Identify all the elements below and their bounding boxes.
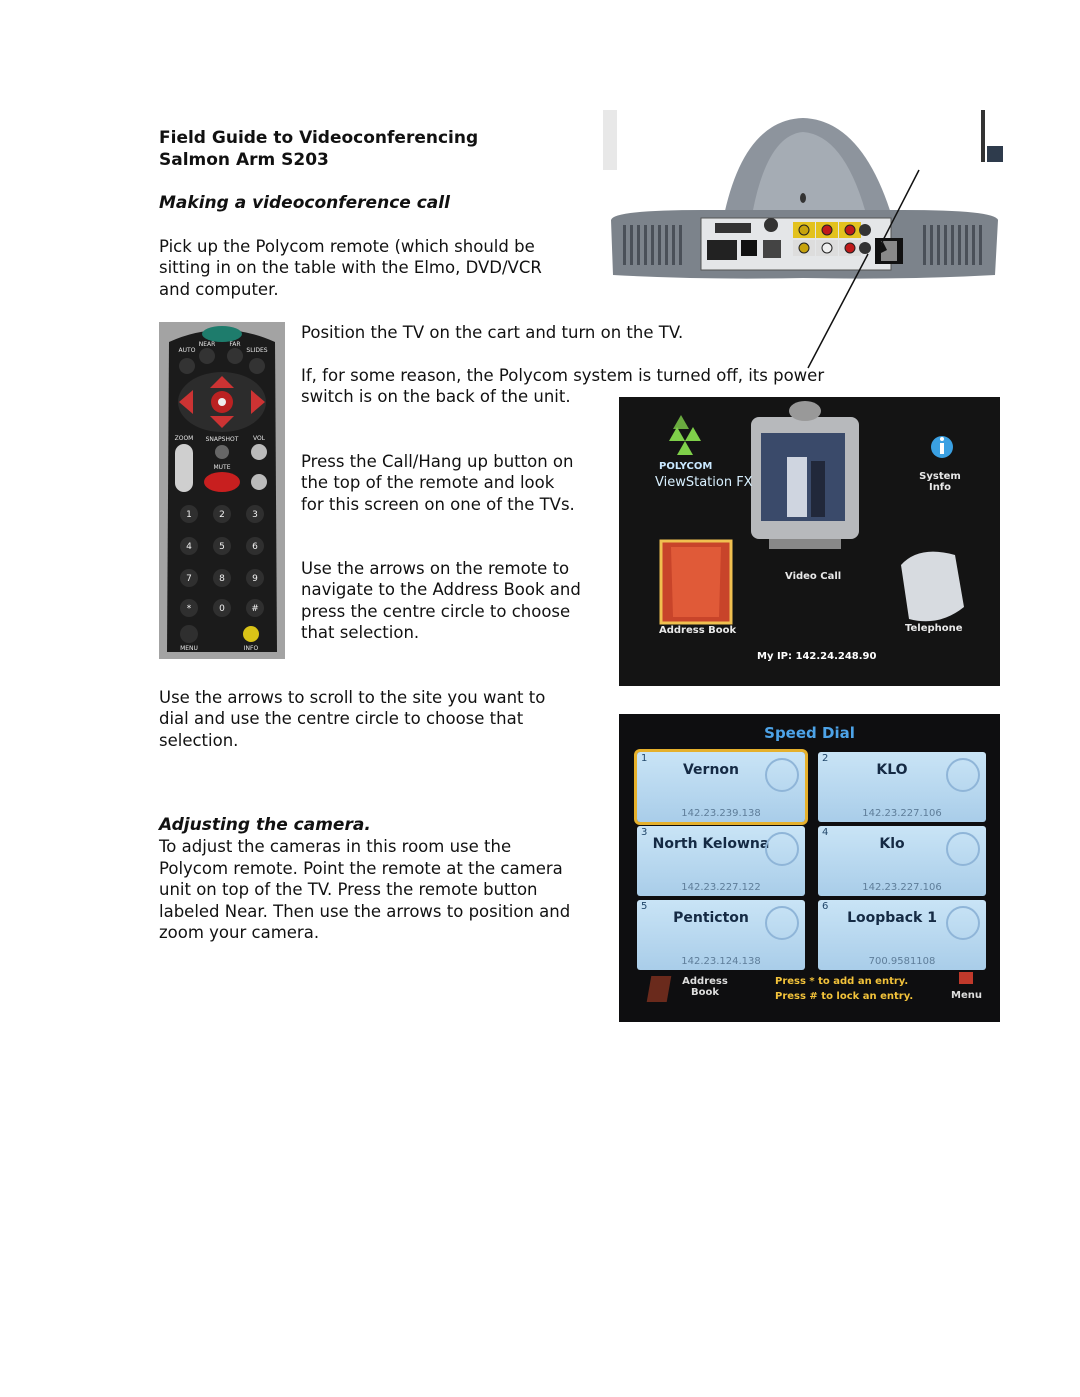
globe-icon [765, 758, 799, 792]
menu-back-icon [959, 972, 973, 984]
remote-label: MENU [180, 645, 198, 652]
speed-dial-entry[interactable] [637, 752, 805, 822]
entry-ip: 142.23.227.106 [862, 882, 942, 893]
para-scroll-line: selection. [159, 731, 239, 750]
para-scroll-line: dial and use the centre circle to choose that [159, 709, 524, 728]
globe-icon [765, 832, 799, 866]
entry-name: Loopback 1 [847, 910, 937, 926]
entry-number: 5 [641, 901, 648, 912]
globe-icon [946, 758, 980, 792]
page-subtitle: Salmon Arm S203 [159, 150, 329, 170]
speed-dial-title: Speed Dial [764, 724, 855, 742]
section-heading-camera: Adjusting the camera. [159, 815, 371, 835]
remote-key: 5 [219, 542, 225, 552]
address-book-button[interactable]: Address Book [682, 976, 728, 998]
para-camera-line: To adjust the cameras in this room use the [159, 837, 512, 856]
para-call-line: Press the Call/Hang up button on [301, 452, 574, 471]
remote-key: 6 [252, 542, 258, 552]
section-heading-making-call: Making a videoconference call [159, 193, 450, 213]
globe-icon [946, 906, 980, 940]
remote-key: 9 [252, 574, 258, 584]
para-call-line: the top of the remote and look [301, 473, 555, 492]
remote-label: FAR [229, 341, 241, 348]
remote-label: AUTO [178, 347, 196, 354]
entry-name: Klo [879, 836, 905, 852]
para-pickup-line: and computer. [159, 280, 279, 299]
entry-number: 3 [641, 827, 648, 838]
pointer-arrow [800, 250, 880, 380]
entry-ip: 142.23.124.138 [681, 956, 761, 967]
telephone-label[interactable]: Telephone [905, 623, 963, 634]
speed-dial-entry[interactable] [818, 826, 986, 896]
para-position-tv: Position the TV on the cart and turn on the TV. [301, 323, 684, 342]
para-arrows-line: press the centre circle to choose [301, 602, 571, 621]
remote-label: SNAPSHOT [205, 436, 239, 443]
remote-key: 0 [219, 604, 225, 614]
viewstation-logo-text: ViewStation FX [655, 475, 753, 490]
my-ip-label: My IP: 142.24.248.90 [757, 651, 877, 662]
remote-key: * [186, 604, 192, 614]
speed-dial-entry[interactable] [818, 900, 986, 970]
remote-label: INFO [243, 645, 259, 652]
entry-number: 6 [822, 901, 829, 912]
entry-ip: 142.23.239.138 [681, 808, 761, 819]
remote-key: 8 [219, 574, 225, 584]
para-camera-line: Polycom remote. Point the remote at the camera [159, 859, 563, 878]
entry-name: KLO [876, 762, 908, 778]
video-call-label[interactable]: Video Call [785, 571, 842, 582]
para-power-line: If, for some reason, the Polycom system is turned off, its power [301, 366, 825, 385]
remote-label: MUTE [213, 464, 231, 471]
globe-icon [765, 906, 799, 940]
speed-dial-screen [619, 714, 1000, 1022]
entry-ip: 142.23.227.122 [681, 882, 761, 893]
speed-dial-entry[interactable] [637, 900, 805, 970]
para-scroll-line: Use the arrows to scroll to the site you want to [159, 688, 546, 707]
hint-add-entry: Press * to add an entry. [775, 976, 909, 987]
para-pickup-line: sitting in on the table with the Elmo, DVD/VCR [159, 258, 542, 277]
entry-number: 1 [641, 753, 648, 764]
para-arrows-line: Use the arrows on the remote to [301, 559, 570, 578]
remote-key: 7 [186, 574, 192, 584]
globe-icon [946, 832, 980, 866]
entry-number: 4 [822, 827, 829, 838]
entry-number: 2 [822, 753, 829, 764]
para-arrows-line: that selection. [301, 623, 420, 642]
remote-key: # [251, 604, 259, 614]
speed-dial-entry[interactable] [818, 752, 986, 822]
entry-name: Vernon [682, 762, 740, 778]
para-arrows-line: navigate to the Address Book and [301, 580, 581, 599]
para-pickup-line: Pick up the Polycom remote (which should be [159, 237, 535, 256]
entry-ip: 700.9581108 [868, 956, 936, 967]
remote-label: NEAR [198, 341, 216, 348]
remote-label: ZOOM [174, 435, 194, 442]
entry-name: North Kelowna [652, 836, 770, 852]
remote-key: 3 [252, 510, 258, 520]
hint-lock-entry: Press # to lock an entry. [775, 991, 914, 1002]
entry-name: Penticton [673, 910, 749, 926]
remote-key: 2 [219, 510, 225, 520]
viewstation-main-menu-screen [619, 397, 1000, 686]
page-title: Field Guide to Videoconferencing [159, 128, 479, 148]
para-camera-line: zoom your camera. [159, 923, 320, 942]
para-power-line: switch is on the back of the unit. [301, 387, 571, 406]
address-book-icon [647, 976, 672, 1002]
polycom-brand: POLYCOM [659, 461, 713, 472]
remote-label: SLIDES [246, 347, 268, 354]
menu-button[interactable]: Menu [951, 990, 982, 1001]
remote-key: 4 [186, 542, 192, 552]
polycom-remote-photo [159, 322, 285, 659]
address-book-label[interactable]: Address Book [659, 625, 737, 636]
para-camera-line: unit on top of the TV. Press the remote button [159, 880, 538, 899]
para-camera-line: labeled Near. Then use the arrows to position and [159, 902, 571, 921]
remote-label: VOL [252, 435, 266, 442]
system-info-label[interactable]: System Info [919, 471, 961, 493]
remote-key: 1 [186, 510, 192, 520]
para-call-line: for this screen on one of the TVs. [301, 495, 575, 514]
entry-ip: 142.23.227.106 [862, 808, 942, 819]
speed-dial-entry[interactable] [637, 826, 805, 896]
